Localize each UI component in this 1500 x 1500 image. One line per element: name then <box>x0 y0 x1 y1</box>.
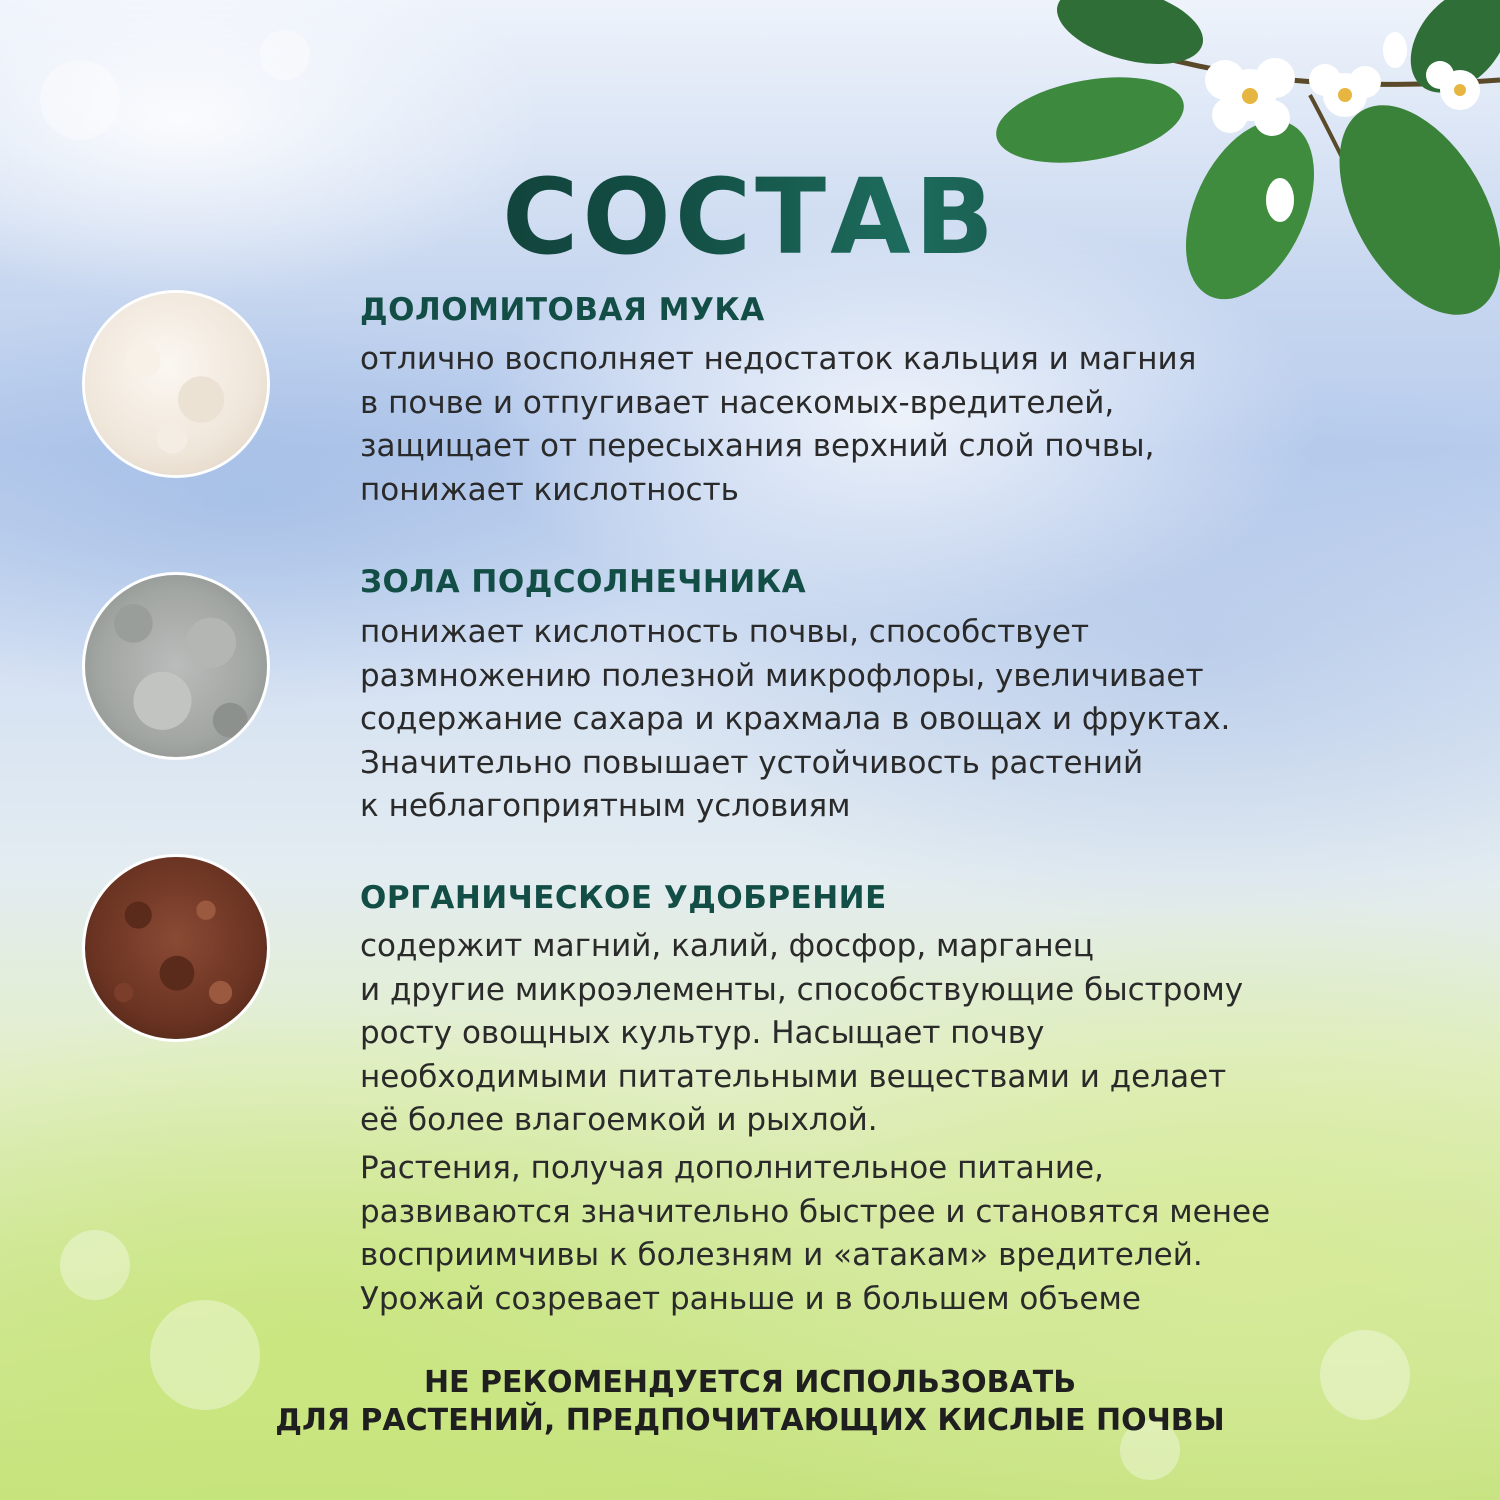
sunflower-ash-photo <box>82 572 270 760</box>
item-heading-ash: ЗОЛА ПОДСОЛНЕЧНИКА <box>360 564 807 600</box>
description-line: размножению полезной микрофлоры, увеличивает <box>360 657 1204 694</box>
bokeh-light <box>60 1230 130 1300</box>
organic-fertilizer-photo <box>82 854 270 1042</box>
description-line: необходимыми питательными веществами и делает <box>360 1058 1227 1095</box>
item-heading-organic: ОРГАНИЧЕСКОЕ УДОБРЕНИЕ <box>360 880 887 916</box>
dolomite-flour-photo <box>82 290 270 478</box>
item-description-organic-extra <box>360 1147 1270 1321</box>
description-line: содержит магний, калий, фосфор, марганец <box>360 928 1094 964</box>
description-line: её более влагоемкой и рыхлой. <box>360 1102 878 1138</box>
description-line: Значительно повышает устойчивость растений <box>360 744 1144 781</box>
description-line: росту овощных культур. Насыщает почву <box>360 1015 1045 1051</box>
description-line: защищает от пересыхания верхний слой почвы, <box>360 428 1155 464</box>
warning-line: НЕ РЕКОМЕНДУЕТСЯ ИСПОЛЬЗОВАТЬ <box>423 1365 1077 1400</box>
warning-note <box>0 1364 1500 1440</box>
description-line: Растения, получая дополнительное питание, <box>360 1150 1104 1186</box>
description-line: понижает кислотность <box>360 471 739 508</box>
bokeh-light <box>260 30 310 80</box>
item-description-ash <box>360 611 1230 829</box>
description-line: в почве и отпугивает насекомых-вредителей, <box>360 384 1115 421</box>
item-description-dolomite <box>360 338 1196 512</box>
item-description-organic <box>360 925 1243 1143</box>
description-line: развиваются значительно быстрее и становятся менее <box>360 1193 1271 1230</box>
bokeh-light <box>40 60 120 140</box>
description-line: содержание сахара и крахмала в овощах и фруктах. <box>360 701 1231 737</box>
page-title: СОСТАВ <box>0 156 1500 278</box>
description-line: восприимчивы к болезням и «атакам» вредителей. <box>360 1237 1203 1273</box>
description-line: Урожай созревает раньше и в большем объеме <box>360 1280 1141 1317</box>
description-line: понижает кислотность почвы, способствует <box>360 614 1090 650</box>
warning-line: ДЛЯ РАСТЕНИЙ, ПРЕДПОЧИТАЮЩИХ КИСЛЫЕ ПОЧВЫ <box>275 1403 1225 1438</box>
description-line: к неблагоприятным условиям <box>360 788 851 824</box>
description-line: и другие микроэлементы, способствующие быстрому <box>360 971 1244 1008</box>
description-line: отлично восполняет недостаток кальция и магния <box>360 341 1197 377</box>
item-heading-dolomite: ДОЛОМИТОВАЯ МУКА <box>360 292 765 328</box>
